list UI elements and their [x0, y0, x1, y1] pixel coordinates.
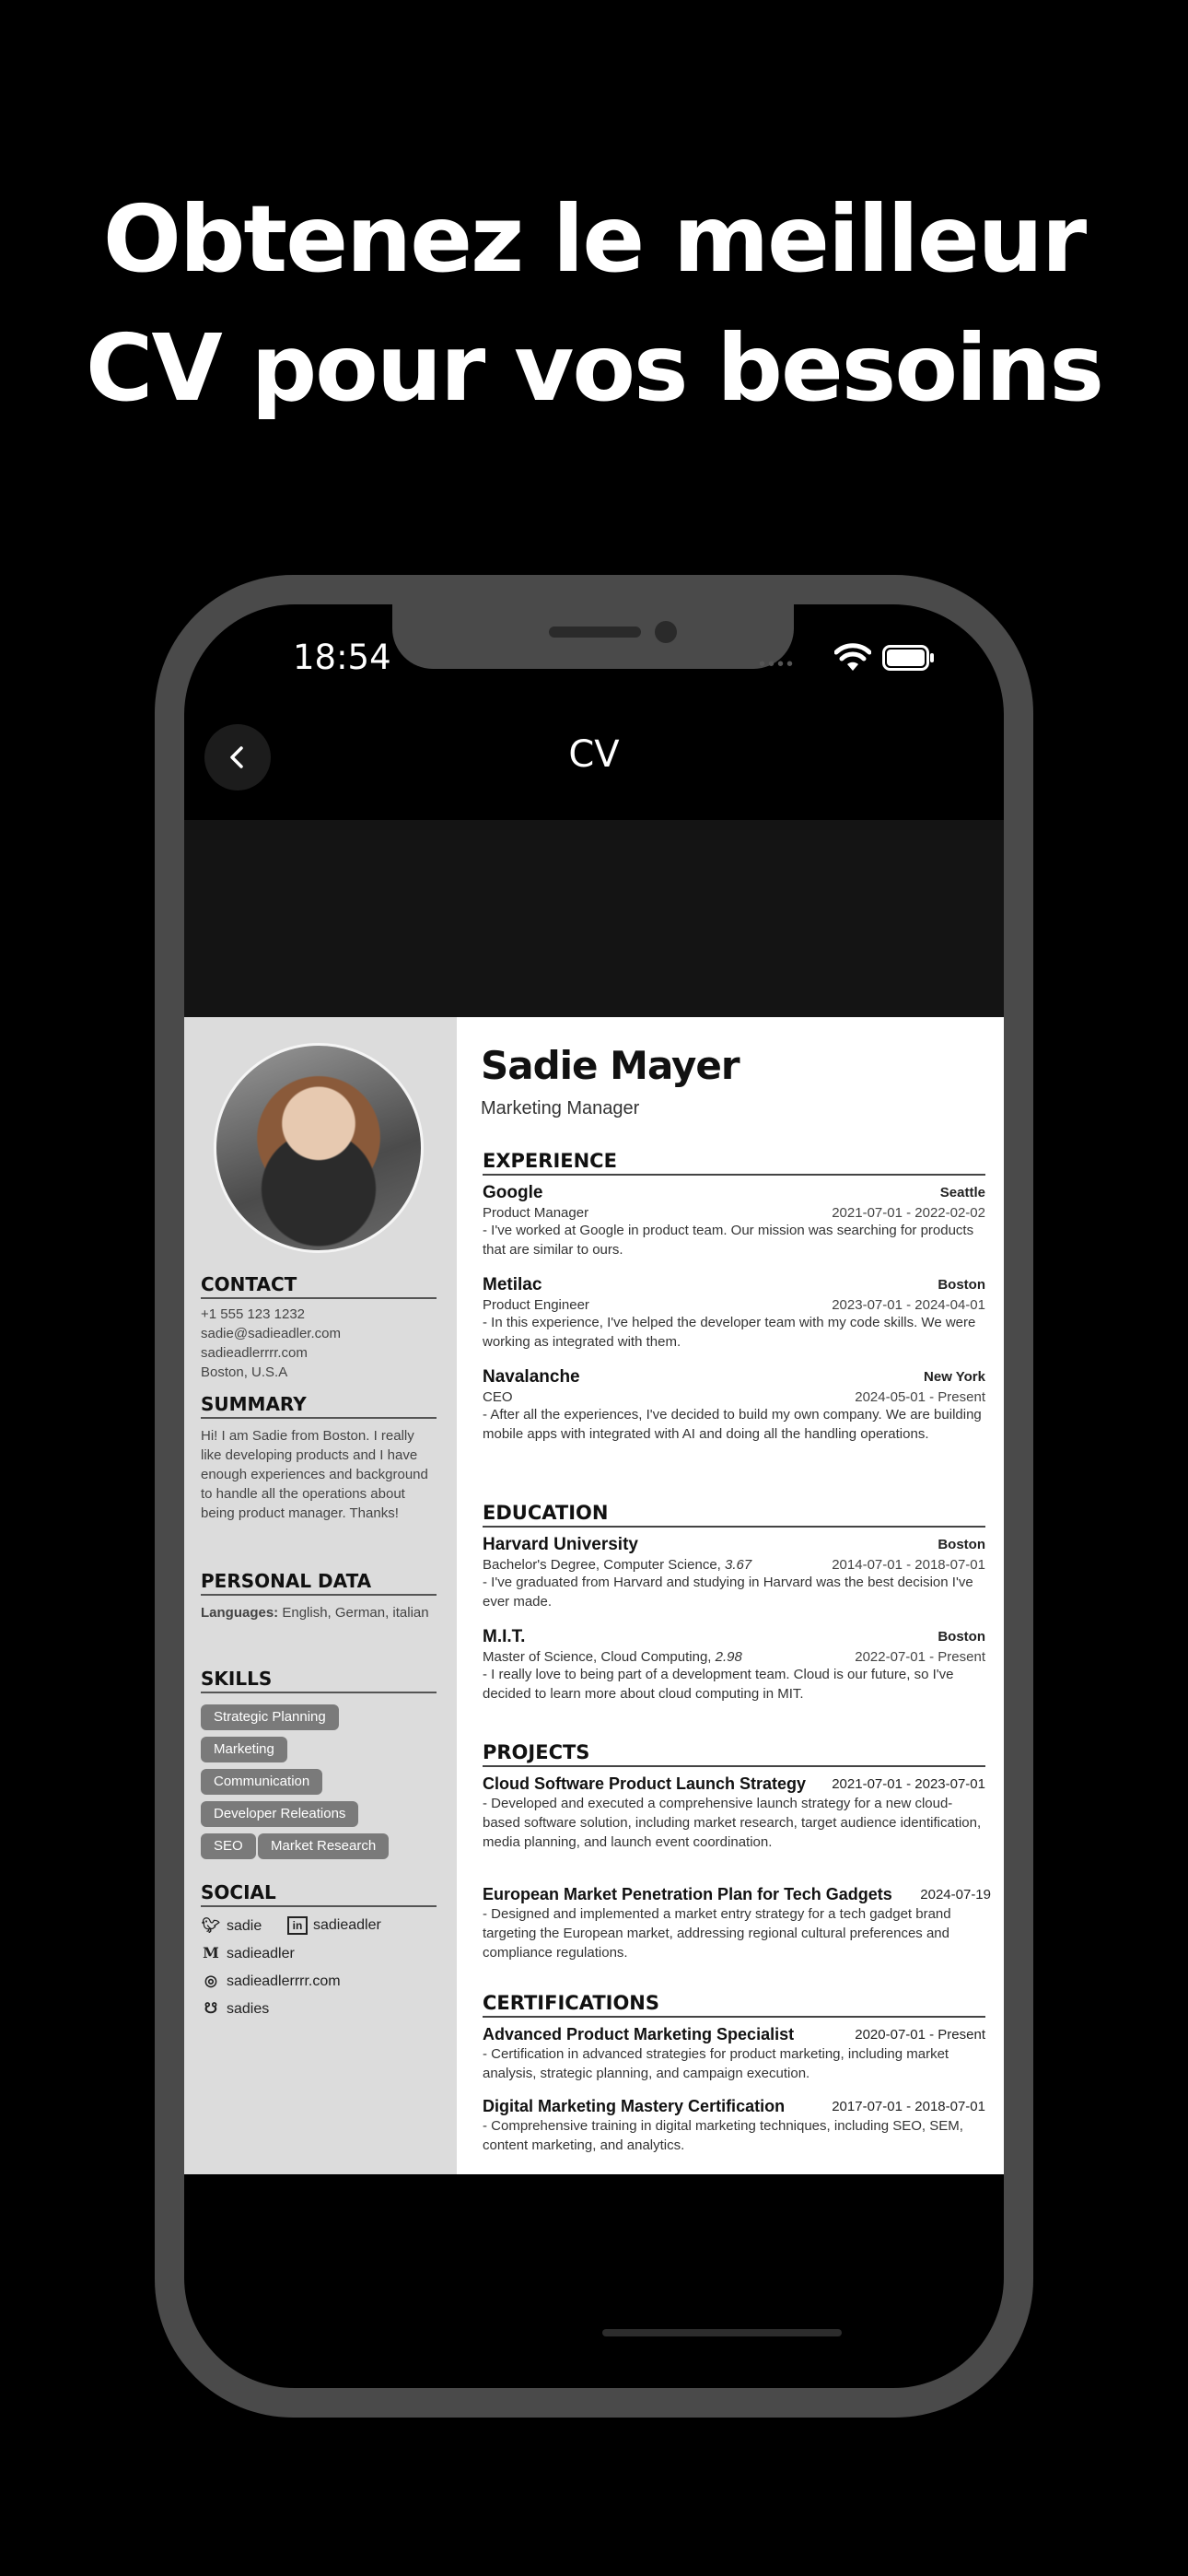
promo-headline — [0, 175, 1188, 433]
status-icons — [759, 641, 934, 674]
profile-photo — [214, 1043, 424, 1253]
cv-sidebar — [184, 1017, 457, 2174]
headline-line-1: Obtenez le meilleur — [102, 185, 1086, 293]
contact-location: Boston, U.S.A — [201, 1364, 288, 1380]
globe-icon: ◎ — [204, 1973, 217, 1989]
summary-heading: SUMMARY — [201, 1393, 437, 1419]
skill-chip: Market Research — [258, 1833, 389, 1859]
skill-chip: Communication — [201, 1769, 322, 1795]
contact-list — [201, 1305, 437, 1382]
cv-main — [457, 1017, 1004, 2174]
notch — [392, 604, 794, 669]
navigation-bar — [184, 724, 1004, 816]
certifications-heading: CERTIFICATIONS — [483, 1992, 985, 2018]
certification-item: Advanced Product Marketing Specialist 2020-07-01 - Present - Certification in advanced strategies for product marketing, including market analysis, strategic planning, and campaign execution. — [483, 2025, 985, 2081]
skill-chip: Developer Releations — [201, 1801, 358, 1827]
battery-icon — [882, 645, 936, 671]
contact-email: sadie@sadieadler.com — [201, 1326, 341, 1341]
preview-header-area — [184, 820, 1004, 1017]
phone-frame — [155, 575, 1033, 2418]
phone-screen — [184, 604, 1004, 2388]
education-item: Harvard University Boston Bachelor's Degree, Computer Science, 3.67 2014-07-01 - 2018-07-01 - I've graduated from Harvard and studying in Harvard was the best decision I've ever made. — [483, 1535, 985, 1610]
certification-item: Digital Marketing Mastery Certification 2017-07-01 - 2018-07-01 - Comprehensive training in digital marketing techniques, including SEO, SEM, content marketing, and analytics. — [483, 2097, 985, 2153]
status-time: 18:54 — [293, 638, 391, 677]
social-website: ◎ sadieadlerrrr.com — [201, 1972, 341, 1990]
experience-item: Google Seattle Product Manager 2021-07-01 - 2022-02-02 - I've worked at Google in product team. Our mission was searching for products that are similar to ours. — [483, 1183, 985, 1258]
social-linkedin: in sadieadler — [287, 1916, 381, 1935]
cv-preview[interactable] — [184, 1017, 1004, 2174]
speaker — [549, 626, 641, 638]
skills-heading: SKILLS — [201, 1668, 437, 1693]
social-medium: M sadieadler — [201, 1944, 295, 1962]
social-heading: SOCIAL — [201, 1881, 437, 1907]
social-github: ☋ sadies — [201, 1999, 269, 2018]
headline-line-2: CV pour vos besoins — [85, 314, 1103, 422]
experience-item: Metilac Boston Product Engineer 2023-07-01 - 2024-04-01 - In this experience, I've helped the developer team with my code skills. We were working as integrated with them. — [483, 1275, 985, 1350]
project-item: European Market Penetration Plan for Tech Gadgets 2024-07-19 - Designed and implemented a market entry strategy for a tech gadget brand targeting the European market, addressing regional cultural preferences and compliance regulations. — [483, 1885, 991, 1961]
page-title: CV — [568, 733, 620, 776]
linkedin-icon: in — [287, 1916, 308, 1935]
home-indicator[interactable] — [602, 2329, 842, 2336]
skill-chip: Strategic Planning — [201, 1704, 339, 1730]
experience-heading: EXPERIENCE — [483, 1150, 985, 1176]
medium-icon: M — [203, 1944, 219, 1961]
cv-name: Sadie Mayer — [481, 1043, 740, 1088]
contact-website: sadieadlerrrr.com — [201, 1345, 308, 1361]
education-item: M.I.T. Boston Master of Science, Cloud Computing, 2.98 2022-07-01 - Present - I really love to being part of a development team. Cloud is our future, so I've decided to learn more about cloud computing in MIT. — [483, 1627, 985, 1702]
cv-role: Marketing Manager — [481, 1098, 640, 1118]
skill-chip: SEO — [201, 1833, 256, 1859]
twitter-icon: 🐦︎ — [201, 1918, 221, 1934]
personal-data-heading: PERSONAL DATA — [201, 1570, 437, 1596]
languages-label: Languages: — [201, 1605, 279, 1621]
github-icon: ☋ — [204, 2001, 218, 2017]
projects-heading: PROJECTS — [483, 1741, 985, 1767]
project-item: Cloud Software Product Launch Strategy 2021-07-01 - 2023-07-01 - Developed and executed a comprehensive launch strategy for a new cloud-based software solution, including market research, target audience identification, media planning, and launch event coordination. — [483, 1774, 985, 1850]
signal-dots-icon: •••• — [759, 654, 797, 674]
summary-text: Hi! I am Sadie from Boston. I really like developing products and I have enough experiences and background to handle all the operations about being product manager. Thanks! — [201, 1428, 428, 1521]
contact-phone: +1 555 123 1232 — [201, 1306, 306, 1322]
front-camera — [655, 621, 677, 643]
social-twitter: 🐦︎ sadie — [201, 1918, 262, 1934]
skill-chip: Marketing — [201, 1737, 287, 1762]
languages-value: English, German, italian — [278, 1605, 429, 1621]
contact-heading: CONTACT — [201, 1273, 437, 1299]
wifi-icon — [834, 643, 871, 673]
education-heading: EDUCATION — [483, 1502, 985, 1528]
languages-text — [201, 1603, 437, 1622]
experience-item: Navalanche New York CEO 2024-05-01 - Present - After all the experiences, I've decided to build my own company. We are building mobile apps with integrated with AI and doing all the handling operations. — [483, 1367, 985, 1442]
